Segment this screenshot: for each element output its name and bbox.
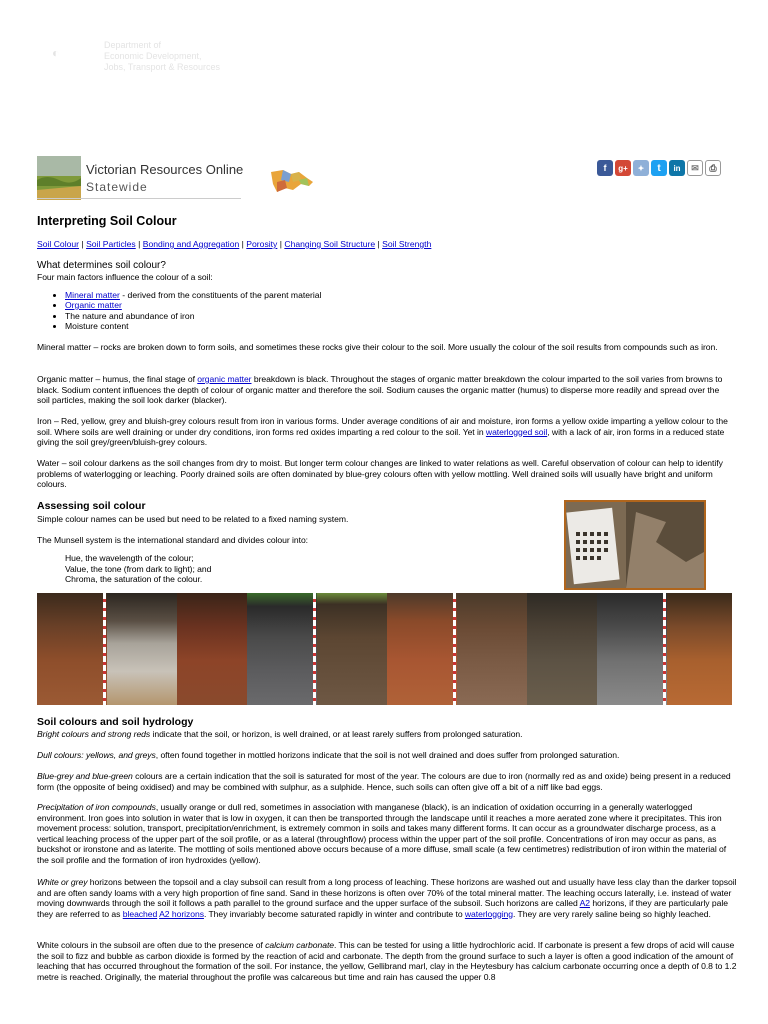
share-toolbar bbox=[595, 160, 721, 176]
paragraph-text: indicate that the soil, or horizon, is well drained, or at least rarely suffers from prolonged saturation. bbox=[150, 729, 523, 739]
a2-link[interactable]: A2 bbox=[579, 898, 590, 908]
soil-profile-photo bbox=[667, 593, 732, 705]
organic-matter-inline-link[interactable]: organic matter bbox=[197, 374, 252, 384]
factor-text: Moisture content bbox=[65, 321, 129, 331]
delicious-icon[interactable]: ✦ bbox=[633, 160, 649, 176]
paragraph-text: . They invariably become saturated rapidly in winter and contribute to bbox=[203, 908, 465, 919]
assessing-heading: Assessing soil colour bbox=[37, 500, 146, 512]
soil-profile-photo bbox=[597, 593, 667, 705]
google-plus-icon[interactable]: g+ bbox=[615, 160, 631, 176]
site-title: Victorian Resources Online bbox=[86, 162, 244, 177]
soil-profile-photo bbox=[247, 593, 317, 705]
department-line-2: Economic Development, bbox=[104, 51, 202, 61]
munsell-list bbox=[65, 553, 211, 585]
print-icon[interactable]: ⎙ bbox=[705, 160, 721, 176]
intro-section bbox=[37, 260, 737, 332]
factor-item bbox=[65, 311, 737, 322]
section-nav: Soil Colour | Soil Particles | Bonding and Aggregation | Porosity | Changing Soil Structure | Soil Strength bbox=[37, 239, 432, 249]
paragraph-text: White colours in the subsoil are often due to the presence of bbox=[37, 940, 266, 950]
measuring-tape bbox=[313, 593, 316, 705]
landscape-thumbnail bbox=[37, 156, 81, 200]
department-line-3: Jobs, Transport & Resources bbox=[104, 62, 221, 72]
nav-link-soil-particles[interactable]: Soil Particles bbox=[86, 239, 136, 249]
site-subtitle: Statewide bbox=[86, 180, 148, 194]
state-logo-mark: ◐ bbox=[52, 46, 60, 60]
emphasis-text: Precipitation of iron compounds bbox=[37, 802, 156, 812]
factor-list bbox=[37, 290, 737, 332]
munsell-chart-photo bbox=[564, 500, 706, 590]
hydrology-paragraph bbox=[37, 771, 737, 792]
soil-profile-photo bbox=[457, 593, 527, 705]
nav-link-soil-colour[interactable]: Soil Colour bbox=[37, 239, 80, 249]
paragraph-text: horizons, if they are particularly pale they are referred to as bbox=[37, 898, 728, 919]
emphasis-text: calcium carbonate bbox=[265, 940, 335, 950]
mineral-matter-paragraph: Mineral matter – rocks are broken down to form soils, and sometimes these rocks give their colour to the soil. More usually the colour of the soil results from compounds such as iron. bbox=[37, 342, 718, 352]
soil-profile-photo bbox=[177, 593, 247, 705]
nav-link-soil-strength[interactable]: Soil Strength bbox=[382, 239, 432, 249]
hydrology-paragraph bbox=[37, 802, 737, 865]
emphasis-text: Dull colours: yellows, and greys bbox=[37, 750, 156, 760]
a2-horizons-link[interactable]: A2 horizons bbox=[159, 908, 204, 919]
banner-divider bbox=[37, 198, 241, 199]
intro-text: Four main factors influence the colour of a soil: bbox=[37, 272, 213, 282]
paragraph-text: Organic matter – humus, the final stage of bbox=[37, 374, 198, 384]
waterlogging-link[interactable]: waterlogging bbox=[464, 908, 514, 919]
munsell-chroma: Chroma, the saturation of the colour. bbox=[65, 574, 203, 584]
mineral-matter-link[interactable]: Mineral matter bbox=[65, 289, 120, 300]
soil-profile-photo bbox=[37, 593, 107, 705]
munsell-value: Value, the tone (from dark to light); and bbox=[65, 563, 212, 574]
waterlogged-soil-link[interactable]: waterlogged soil bbox=[485, 426, 548, 437]
water-paragraph: Water – soil colour darkens as the soil changes from dry to moist. But longer term colour changes are linked to water relations as well. Careful observation of colour can help to identify problems of waterlogging or leaching. Poorly drained soils are often dominated by blue-grey colours often with yellow mottling. Well drained soils will usually have bright and uniform colours. bbox=[37, 458, 723, 489]
nav-link-porosity[interactable]: Porosity bbox=[246, 239, 278, 249]
hydrology-paragraph bbox=[37, 877, 737, 919]
hydrology-paragraph bbox=[37, 750, 737, 761]
hydrology-paragraph bbox=[37, 729, 737, 740]
iron-paragraph bbox=[37, 416, 732, 448]
organic-matter-link[interactable]: Organic matter bbox=[65, 300, 122, 310]
linkedin-icon[interactable]: in bbox=[669, 160, 685, 176]
soil-profile-photo bbox=[317, 593, 387, 705]
paragraph-text: , often found together in mottled horizons indicate that the soil is not well drained and does suffer from prolonged saturation. bbox=[155, 750, 620, 760]
munsell-hue: Hue, the wavelength of the colour; bbox=[65, 553, 194, 563]
measuring-tape bbox=[103, 593, 106, 705]
paragraph-text: . This can be tested for using a little hydrochloric acid. If carbonate is present a few drops of acid will cause the soil to fizz and bubble as carbon dioxide is formed by the reaction of acid and carbonate. The depth from the ground surface to such a layer is often a good indication of the amount of leaching that has occurred throughout the formation of the soil. For instance, the yellow, Gellibrand marl, clay in the Heytesbury has calcium carbonate occurring once a depth of 0.8 to 1.2 metre is reached. Originally, the material throughout the profile was calcareous but time and rain has caused the upper 0.8 bbox=[37, 940, 737, 982]
department-line-1: Department of bbox=[104, 40, 162, 50]
measuring-tape bbox=[663, 593, 666, 705]
emphasis-text: White or grey bbox=[37, 877, 88, 887]
munsell-photo-image bbox=[566, 502, 704, 588]
page-title: Interpreting Soil Colour bbox=[37, 214, 177, 228]
paragraph-text: Iron – Red, yellow, grey and bluish-grey colours result from iron in various forms. Under average conditions of air and moisture, iron forms a yellow oxide imparting a yellow colour to the soil. Where soils are well draining or under dry conditions, iron forms red oxides imparting a red colour to the soil. Yet in bbox=[37, 416, 728, 437]
hydrology-heading: Soil colours and soil hydrology bbox=[37, 716, 194, 728]
twitter-icon[interactable]: t bbox=[651, 160, 667, 176]
munsell-text: The Munsell system is the international standard and divides colour into: bbox=[37, 535, 309, 545]
facebook-icon[interactable]: f bbox=[597, 160, 613, 176]
emphasis-text: Blue-grey and blue-green bbox=[37, 771, 133, 781]
soil-profiles-photo-strip bbox=[37, 593, 732, 705]
question-heading: What determines soil colour? bbox=[37, 260, 166, 271]
nav-link-bonding-aggregation[interactable]: Bonding and Aggregation bbox=[142, 239, 240, 249]
paragraph-text: . They are very rarely saline being so highly leached. bbox=[513, 908, 711, 919]
vro-banner[interactable] bbox=[37, 156, 244, 200]
paragraph-text: , with a lack of air, iron forms in a reduced state giving the soil grey/green/bluish-grey colours. bbox=[37, 426, 725, 447]
paragraph-text: horizons between the topsoil and a clay subsoil can result from a long process of leaching. These horizons are washed out and usually have less clay than the darker topsoil and are often sandy loams with a very high proportion of fine sand. Sand in these horizons is often over 70% of the total mineral matter. The leaching occurs laterally, i.e. instead of water moving downwards through the soil it follows a path parallel to the ground surface and the upper surface of the subsoil. Such horizons are called bbox=[37, 877, 737, 908]
measuring-tape bbox=[453, 593, 456, 705]
soil-profile-photo bbox=[387, 593, 457, 705]
bleached-link[interactable]: bleached bbox=[122, 908, 158, 919]
emphasis-text: Bright colours and strong reds bbox=[37, 729, 151, 739]
factor-item bbox=[65, 290, 737, 301]
factor-item bbox=[65, 321, 737, 332]
assessing-text: Simple colour names can be used but need to be related to a fixed naming system. bbox=[37, 514, 349, 524]
factor-item bbox=[65, 300, 737, 311]
paragraph-text: , usually orange or dull red, sometimes in association with manganese (black), is an indication of oxidation occurring in a generally waterlogged environment. Iron goes into solution in water that is low in oxygen, it can then be transported through the landscape until it reaches a more aerated zone where it precipitates. This iron movement process: solution, transport, precipitation/enrichment, is extremely common in soils and takes many different forms. It can occur as a groundwater discharge process, as a vertical leaching process of the upper part of the soil profile, or as a lateral (throughflow) process within the upper part of the soil profile. Concentrations of iron may occur as pans, as buckshot or ironstone and as laterite. The mottling of soils mentioned above occurs because of a more diffuse, small scale (a few centimetres) redistribution of iron within the material of the soil profile and the formation of iron hydroxides (yellow). bbox=[37, 802, 727, 865]
department-name bbox=[104, 40, 244, 73]
hydrology-paragraph bbox=[37, 940, 737, 982]
email-icon[interactable]: ✉ bbox=[687, 160, 703, 176]
nav-link-changing-soil-structure[interactable]: Changing Soil Structure bbox=[284, 239, 376, 249]
soil-profile-photo bbox=[107, 593, 177, 705]
paragraph-text: breakdown is black. Throughout the stages of organic matter breakdown the colour imparted to the soil varies from browns to black. Sodium content influences the depth of colour of organic matter and therefore the soil. Sodium causes the organic matter (humus) to disperse more readily and spread over the soil particles, making the soil look darker (blacker). bbox=[37, 374, 723, 405]
soil-profile-photo bbox=[527, 593, 597, 705]
factor-text: - derived from the constituents of the parent material bbox=[119, 289, 322, 300]
organic-matter-paragraph bbox=[37, 374, 732, 406]
victoria-map-icon[interactable] bbox=[269, 168, 315, 194]
paragraph-text: colours are a certain indication that the soil is saturated for most of the year. The colours are due to iron (normally red as and oxide) being present in a reduced form (the opposite of being oxidised) and may be combined with sulphur, as a sulphide. Hence, such soils can often give off a bit of a niff like bad eggs. bbox=[37, 771, 731, 792]
factor-text: The nature and abundance of iron bbox=[65, 310, 195, 321]
